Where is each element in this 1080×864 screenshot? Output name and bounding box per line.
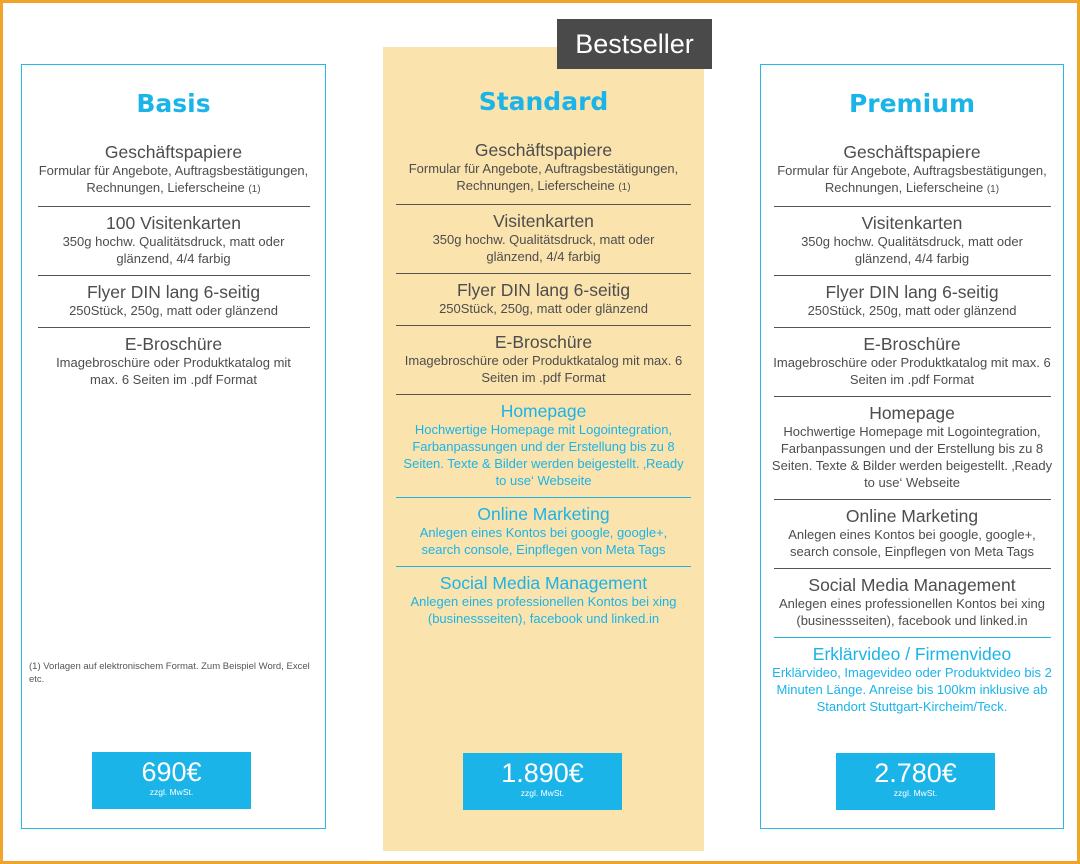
feature-online-marketing [772,506,1052,560]
divider [396,204,691,205]
feature-title: E-Broschüre [124,334,223,354]
plan-card-premium [760,64,1064,829]
divider [774,327,1051,328]
feature-title: Social Media Management [439,573,648,593]
divider [774,568,1051,569]
feature-title: Geschäftspapiere [843,142,981,162]
feature-title: Online Marketing [845,506,979,526]
feature-visitenkarten [782,213,1042,267]
feature-desc: Anlegen eines professionellen Kontos bei xing (businessseiten), facebook und linked.in [410,594,677,626]
divider [396,325,691,326]
feature-title: Social Media Management [808,575,1016,595]
feature-title: Visitenkarten [861,213,963,233]
feature-visitenkarten [44,213,304,267]
feature-geschaeftspapiere [26,142,322,198]
feature-desc: Hochwertige Homepage mit Logointegration, Farbanpassungen und der Erstellung bis zu 8 Seiten. Texte & Bilder werden beigestellt. ‚Ready to use‘ Webseite [403,422,684,488]
price-value: 690€ [141,757,202,787]
footnote-marker: (1) [986,184,1000,195]
feature-desc: Erklärvideo, Imagevideo oder Produktvideo bis 2 Minuten Länge. Anreise bis 100km inklusive ab Standort Stuttgart-Kircheim/Teck. [772,665,1052,714]
feature-title: Visitenkarten [493,211,594,231]
divider [396,566,691,567]
divider [38,327,310,328]
divider [38,275,310,276]
feature-desc: Hochwertige Homepage mit Logointegration, Farbanpassungen und der Erstellung bis zu 8 Seiten. Texte & Bilder werden beigestellt. ‚Ready to use‘ Webseite [771,424,1053,490]
divider [774,637,1051,638]
feature-geschaeftspapiere [764,142,1060,198]
feature-visitenkarten [414,211,674,265]
price-box-basis[interactable] [92,752,251,809]
feature-title: Geschäftspapiere [104,142,243,162]
plan-title: Standard [478,87,609,116]
feature-geschaeftspapiere [396,140,692,196]
divider [774,206,1051,207]
feature-desc: 250Stück, 250g, matt oder glänzend [439,301,648,316]
feature-title: Flyer DIN lang 6-seitig [456,280,631,300]
feature-social-media [764,575,1060,629]
plan-card-standard [383,47,704,851]
feature-flyer [772,282,1052,319]
feature-title: Geschäftspapiere [474,140,613,160]
bestseller-badge: Bestseller [557,19,712,69]
divider [774,275,1051,276]
feature-desc: Anlegen eines Kontos bei google, google+, search console, Einpflegen von Meta Tags [419,525,668,557]
price-value: 2.780€ [874,758,957,788]
divider [396,273,691,274]
feature-desc: Anlegen eines Kontos bei google, google+, search console, Einpflegen von Meta Tags [788,527,1036,559]
feature-flyer [39,282,309,319]
footnote-marker: (1) [618,182,631,193]
footnote-marker: (1) [248,184,261,195]
feature-title: 100 Visitenkarten [106,213,241,233]
feature-desc: Imagebroschüre oder Produktkatalog mit max. 6 Seiten im .pdf Format [773,355,1051,387]
feature-homepage [767,403,1057,491]
divider [396,394,691,395]
divider [774,396,1051,397]
feature-homepage [399,401,689,489]
feature-e-broschuere [396,332,692,386]
divider [774,499,1051,500]
divider [38,206,310,207]
feature-erklaervideo [764,644,1060,715]
price-note: zzgl. MwSt. [149,787,194,797]
price-note: zzgl. MwSt. [520,788,565,798]
feature-title: Homepage [869,403,955,423]
price-box-premium[interactable] [836,753,995,810]
feature-title: Flyer DIN lang 6-seitig [825,282,999,302]
feature-desc: Formular für Angebote, Auftragsbestätigungen, Rechnungen, Lieferscheine [38,163,309,195]
price-box-standard[interactable] [463,753,622,810]
feature-title: Flyer DIN lang 6-seitig [86,282,261,302]
feature-title: E-Broschüre [863,334,961,354]
plan-title: Basis [136,89,211,118]
divider [396,497,691,498]
feature-desc: Imagebroschüre oder Produktkatalog mit max. 6 Seiten im .pdf Format [56,355,291,387]
plan-card-basis [21,64,326,829]
price-value: 1.890€ [501,758,584,788]
feature-e-broschuere [764,334,1060,388]
feature-title: Erklärvideo / Firmenvideo [812,644,1012,664]
feature-e-broschuere [39,334,309,388]
plan-title: Premium [848,89,976,118]
price-note: zzgl. MwSt. [893,788,938,798]
feature-title: Online Marketing [477,504,610,524]
feature-social-media [396,573,692,627]
feature-title: Homepage [500,401,587,421]
feature-desc: 250Stück, 250g, matt oder glänzend [807,303,1017,318]
feature-desc: Anlegen eines professionellen Kontos bei xing (businessseiten), facebook und linked.in [779,596,1045,628]
feature-desc: 350g hochw. Qualitätsdruck, matt oder glänzend, 4/4 farbig [801,234,1023,266]
feature-desc: 250Stück, 250g, matt oder glänzend [69,303,278,318]
feature-title: E-Broschüre [494,332,593,352]
feature-online-marketing [404,504,684,558]
feature-desc: Formular für Angebote, Auftragsbestätigungen, Rechnungen, Lieferscheine [408,161,679,193]
feature-desc: 350g hochw. Qualitätsdruck, matt oder glänzend, 4/4 farbig [62,234,285,266]
feature-desc: Imagebroschüre oder Produktkatalog mit max. 6 Seiten im .pdf Format [404,353,683,385]
feature-desc: Formular für Angebote, Auftragsbestätigungen, Rechnungen, Lieferscheine [777,163,1047,195]
footnote: (1) Vorlagen auf elektronischem Format. Zum Beispiel Word, Excel etc. [29,661,310,685]
feature-desc: 350g hochw. Qualitätsdruck, matt oder glänzend, 4/4 farbig [432,232,655,264]
feature-flyer [404,280,684,317]
